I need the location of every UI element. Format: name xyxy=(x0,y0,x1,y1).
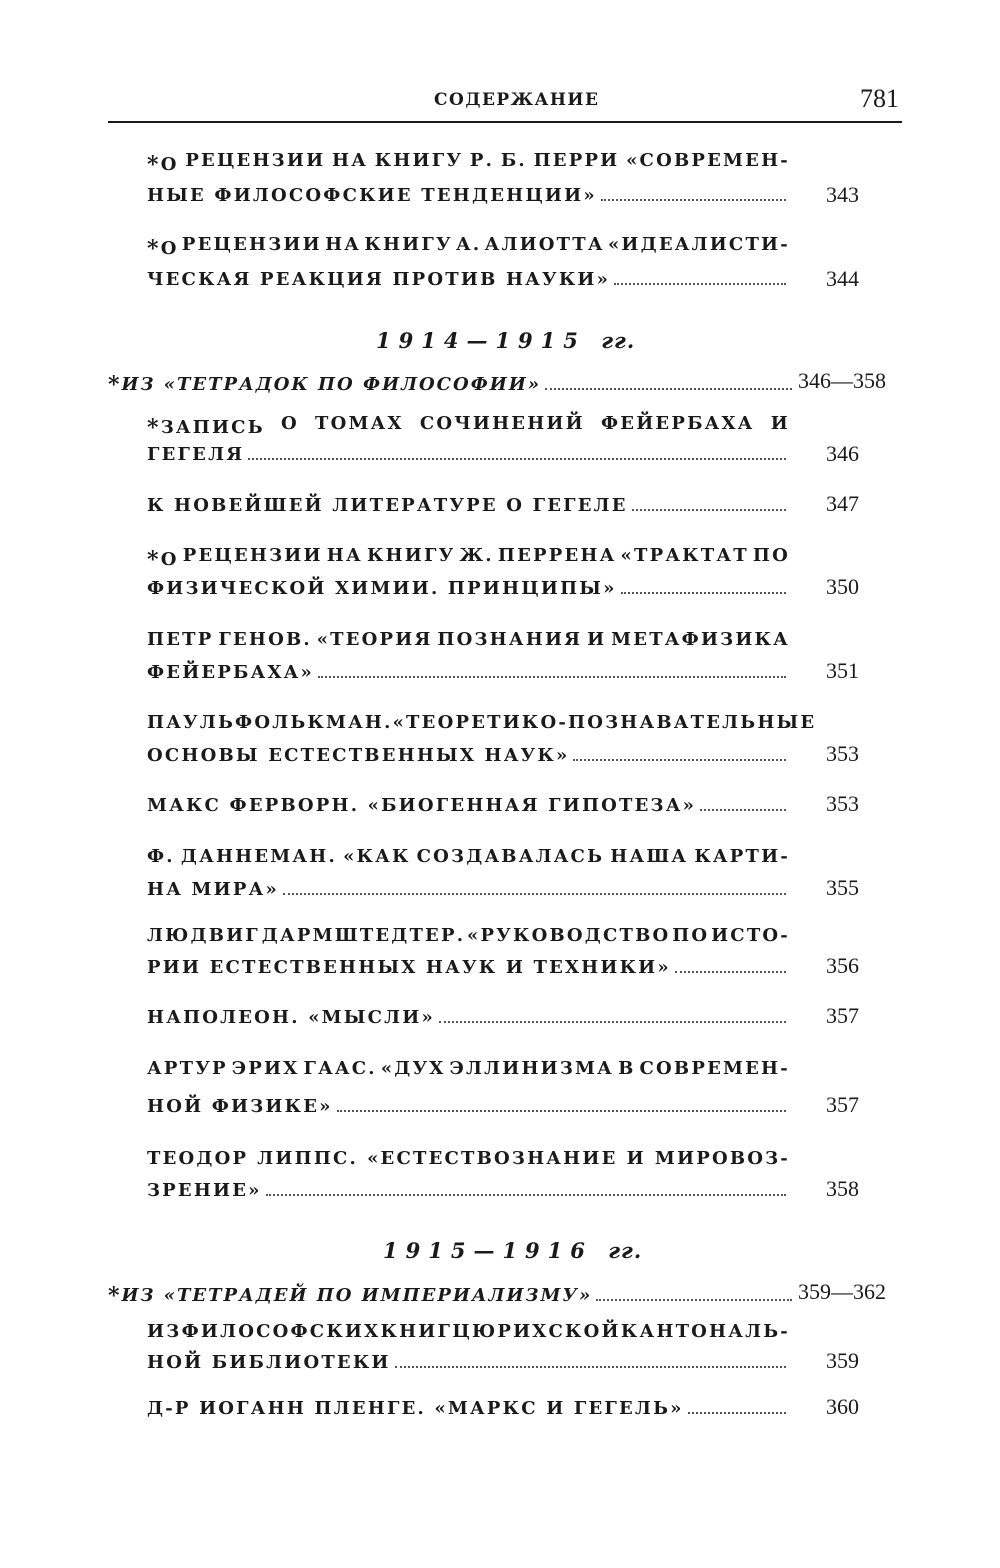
section-years-suffix: гг. xyxy=(608,1238,643,1263)
entry-word: ФОЛЬКМАН. xyxy=(235,712,393,733)
dot-leader xyxy=(395,1366,786,1368)
header-rule xyxy=(108,121,902,123)
dot-leader xyxy=(545,388,792,390)
entry-word: Р. xyxy=(469,150,495,171)
entry-text: Д-Р ИОГАНН ПЛЕНГЕ. «МАРКС И ГЕГЕЛЬ» xyxy=(147,1398,684,1419)
entry-word: О xyxy=(280,413,299,434)
entry-word: МИРОВОЗ- xyxy=(654,1148,790,1169)
group-heading-imperialism-notebooks xyxy=(108,1283,798,1309)
section-heading-1914-1915 xyxy=(376,330,635,351)
entry-title-line-2 xyxy=(147,1354,790,1372)
dot-leader xyxy=(573,759,786,761)
entry-first-word xyxy=(147,152,179,178)
entry-word: «ТЕОРЕТИКО-ПОЗНАВАТЕЛЬНЫЕ xyxy=(392,712,817,733)
entry-title-line-2 xyxy=(147,664,790,682)
section-years: 1915—1916 xyxy=(383,1238,593,1263)
entry-text: РИИ ЕСТЕСТВЕННЫХ НАУК И ТЕХНИКИ» xyxy=(147,957,671,978)
section-years-suffix: гг. xyxy=(601,328,636,353)
entry-text: НА МИРА» xyxy=(147,879,279,900)
entry-word: Ф. xyxy=(147,846,175,867)
entry-title-line-2 xyxy=(147,1098,790,1116)
entry-page-number: 343 xyxy=(826,182,859,207)
entry-title-line-1 xyxy=(147,1150,790,1168)
entry-word: РЕЦЕНЗИИ xyxy=(181,234,322,255)
entry-word: «ТЕОРИЯ xyxy=(316,629,433,650)
entry-word: О xyxy=(160,154,179,175)
section-heading-1915-1916 xyxy=(383,1240,642,1261)
entry-title-line-1 xyxy=(147,712,817,733)
entry-word: СОЧИНЕНИЙ xyxy=(419,413,585,434)
group-title: ИЗ «ТЕТРАДЕЙ ПО ИМПЕРИАЛИЗМУ» xyxy=(121,1285,593,1306)
entry-title-line-1 xyxy=(147,234,790,262)
entry-word: КНИГУ xyxy=(374,150,464,171)
entry-word: И xyxy=(626,1148,646,1169)
entry-word: ИСТО- xyxy=(711,925,790,946)
entry-word: «РУКОВОДСТВО xyxy=(467,925,671,946)
entry-word: АЛИОТТА xyxy=(484,234,605,255)
entry-title xyxy=(147,1400,790,1418)
entry-title-line-1 xyxy=(147,848,790,866)
entry-word: И xyxy=(770,413,790,434)
entry-word: АРТУР xyxy=(147,1058,228,1079)
entry-title-line-1 xyxy=(147,1060,790,1078)
dot-leader xyxy=(439,1021,786,1023)
entry-title-line-1 xyxy=(147,927,790,945)
entry-page-number: 344 xyxy=(826,266,859,291)
entry-title-line-2 xyxy=(147,1182,790,1200)
entry-word: КАРТИ- xyxy=(694,846,790,867)
entry-word: ФЕЙЕРБАХА xyxy=(601,413,755,434)
page-number: 781 xyxy=(860,84,899,113)
entry-word: НА xyxy=(326,545,363,566)
entry-title-line-1 xyxy=(147,413,790,441)
entry-title-line-1 xyxy=(147,545,790,573)
entry-page-number: 347 xyxy=(826,491,859,516)
entry-title-line-2 xyxy=(147,881,790,899)
entry-word: КАНТОНАЛЬ- xyxy=(620,1321,790,1342)
entry-word: ИЗ xyxy=(147,1321,182,1342)
entry-word: НА xyxy=(332,150,369,171)
entry-text: НОЙ БИБЛИОТЕКИ xyxy=(147,1352,391,1373)
entry-word: «ЕСТЕСТВОЗНАНИЕ xyxy=(367,1148,618,1169)
entry-word: СОЗДАВАЛАСЬ xyxy=(416,846,605,867)
entry-page-number: 357 xyxy=(826,1003,859,1028)
entry-page-number: 353 xyxy=(826,741,859,766)
entry-word: О xyxy=(160,238,179,259)
entry-title-line-1 xyxy=(147,631,790,649)
entry-text: НАПОЛЕОН. «МЫСЛИ» xyxy=(147,1007,435,1028)
entry-text: ГЕГЕЛЯ xyxy=(147,444,245,465)
entry-word: ПО xyxy=(672,925,710,946)
dot-leader xyxy=(675,971,786,973)
entry-word: СОВРЕМЕН- xyxy=(639,1058,790,1079)
entry-word: КНИГ xyxy=(380,1321,453,1342)
entry-page-number: 360 xyxy=(826,1394,859,1419)
entry-text: ОСНОВЫ ЕСТЕСТВЕННЫХ НАУК» xyxy=(147,745,570,766)
dot-leader xyxy=(688,1412,786,1414)
entry-word: ПОЗНАНИЯ xyxy=(437,629,583,650)
entry-word: А. xyxy=(456,234,482,255)
group-heading-philosophy-notebooks xyxy=(108,372,798,398)
entry-word: Б. xyxy=(500,150,527,171)
entry-word: ТОМАХ xyxy=(315,413,404,434)
entry-word: ЛЮДВИГ xyxy=(147,925,260,946)
dot-leader xyxy=(614,283,786,285)
entry-word: ПО xyxy=(752,545,790,566)
running-header: СОДЕРЖАНИЕ xyxy=(434,90,600,110)
entry-word: ДАННЕМАН. xyxy=(180,846,337,867)
entry-word: ДАРМШТЕДТЕР. xyxy=(261,925,466,946)
entry-word: ТЕОДОР xyxy=(147,1148,249,1169)
entry-word: ФИЛОСОФСКИХ xyxy=(181,1321,381,1342)
entry-page-number: 351 xyxy=(826,658,859,683)
dot-leader xyxy=(283,893,786,895)
entry-word: О xyxy=(160,549,179,570)
entry-first-word xyxy=(147,415,265,441)
entry-text: ФЕЙЕРБАХА» xyxy=(147,662,314,683)
entry-word: ЗАПИСЬ xyxy=(160,417,265,438)
entry-word: Ж. xyxy=(459,545,494,566)
star-mark: * xyxy=(147,415,161,441)
entry-word: ПЕРРИ xyxy=(533,150,620,171)
entry-title-line-2 xyxy=(147,446,790,464)
group-page-range: 359—362 xyxy=(798,1279,886,1304)
entry-text: ФИЗИЧЕСКОЙ ХИМИИ. ПРИНЦИПЫ» xyxy=(147,578,617,599)
entry-title-line-2 xyxy=(147,747,790,765)
entry-text: МАКС ФЕРВОРН. «БИОГЕННАЯ ГИПОТЕЗА» xyxy=(147,795,697,816)
entry-text: К НОВЕЙШЕЙ ЛИТЕРАТУРЕ О ГЕГЕЛЕ xyxy=(147,495,628,516)
entry-text: ЗРЕНИЕ» xyxy=(147,1180,262,1201)
entry-page-number: 350 xyxy=(826,574,859,599)
entry-word: ЛИППС. xyxy=(257,1148,359,1169)
entry-title-line-2 xyxy=(147,580,790,598)
entry-word: КНИГУ xyxy=(366,545,456,566)
entry-page-number: 355 xyxy=(826,875,859,900)
section-years: 1914—1915 xyxy=(376,328,586,353)
entry-title-line-1 xyxy=(147,1323,790,1341)
entry-title-line-2 xyxy=(147,271,790,289)
entry-word: ЦЮРИХСКОЙ xyxy=(452,1321,621,1342)
entry-text: НОЙ ФИЗИКЕ» xyxy=(147,1096,333,1117)
entry-page-number: 358 xyxy=(826,1176,859,1201)
entry-word: ЭРИХ xyxy=(231,1058,300,1079)
dot-leader xyxy=(266,1194,786,1196)
entry-word: НА xyxy=(325,234,362,255)
entry-word: «КАК xyxy=(343,846,411,867)
entry-word: КНИГУ xyxy=(364,234,453,255)
entry-word: «ДУХ xyxy=(380,1058,446,1079)
star-mark: * xyxy=(147,152,161,178)
group-page-range: 346—358 xyxy=(798,368,886,393)
dot-leader xyxy=(621,592,786,594)
entry-first-word xyxy=(147,547,179,573)
entry-page-number: 346 xyxy=(826,441,859,466)
entry-word: РЕЦЕНЗИИ xyxy=(185,150,326,171)
entry-title xyxy=(147,497,790,515)
star-mark: * xyxy=(108,1283,122,1309)
entry-first-word xyxy=(147,236,179,262)
entry-page-number: 356 xyxy=(826,953,859,978)
dot-leader xyxy=(248,458,786,460)
entry-word: «ИДЕАЛИСТИ- xyxy=(607,234,790,255)
entry-word: ГААС. xyxy=(303,1058,377,1079)
dot-leader xyxy=(318,676,786,678)
entry-title-line-1 xyxy=(147,150,790,178)
star-mark: * xyxy=(147,547,161,573)
group-title: ИЗ «ТЕТРАДОК ПО ФИЛОСОФИИ» xyxy=(121,374,542,395)
entry-title xyxy=(147,797,790,815)
entry-text: НЫЕ ФИЛОСОФСКИЕ ТЕНДЕНЦИИ» xyxy=(147,185,597,206)
entry-word: И xyxy=(587,629,607,650)
entry-title-line-2 xyxy=(147,187,790,205)
star-mark: * xyxy=(147,236,161,262)
entry-title xyxy=(147,1009,790,1027)
entry-word: ЭЛЛИНИЗМА xyxy=(449,1058,615,1079)
entry-word: НАША xyxy=(610,846,689,867)
entry-text: ЧЕСКАЯ РЕАКЦИЯ ПРОТИВ НАУКИ» xyxy=(147,269,611,290)
entry-word: «ТРАКТАТ xyxy=(620,545,749,566)
entry-word: МЕТАФИЗИКА xyxy=(611,629,790,650)
entry-word: «СОВРЕМЕН- xyxy=(626,150,790,171)
entry-word: В xyxy=(618,1058,636,1079)
dot-leader xyxy=(632,509,786,511)
dot-leader xyxy=(596,1299,792,1301)
dot-leader xyxy=(601,199,786,201)
entry-word: РЕЦЕНЗИИ xyxy=(182,545,323,566)
entry-word: ПЕРРЕНА xyxy=(497,545,617,566)
entry-word: ГЕНОВ. xyxy=(218,629,312,650)
entry-page-number: 353 xyxy=(826,791,859,816)
dot-leader xyxy=(337,1110,786,1112)
star-mark: * xyxy=(108,372,122,398)
entry-title-line-2 xyxy=(147,959,790,977)
dot-leader xyxy=(700,809,786,811)
entry-page-number: 357 xyxy=(826,1092,859,1117)
entry-page-number: 359 xyxy=(826,1348,859,1373)
entry-word: ПЕТР xyxy=(147,629,214,650)
entry-word: ПАУЛЬ xyxy=(147,712,236,733)
